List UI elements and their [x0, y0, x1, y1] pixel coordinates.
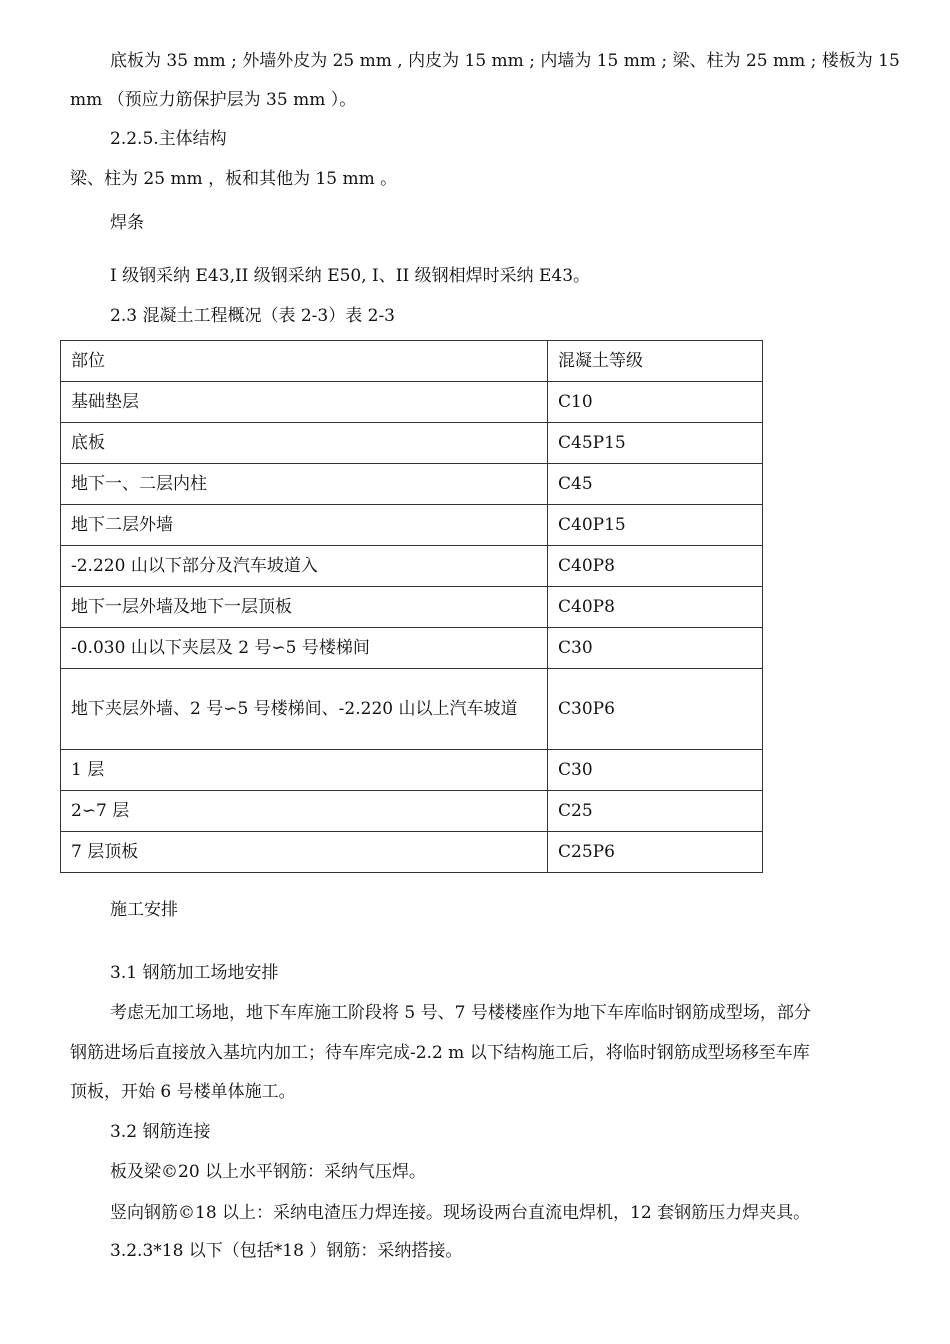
table-header-row [61, 341, 763, 382]
table-cell-grade: C25 [548, 791, 763, 832]
paragraph-main-structure: 梁、柱为 25 mm ，板和其他为 15 mm 。 [70, 169, 398, 189]
table-row [61, 505, 763, 546]
table-cell-location: 底板 [61, 423, 548, 464]
table-row [61, 791, 763, 832]
table-cell-location: 基础垫层 [61, 382, 548, 423]
table-header-cell: 部位 [61, 341, 548, 382]
table-row [61, 832, 763, 873]
paragraph-cover-line1: 底板为 35 mm ; 外墙外皮为 25 mm , 内皮为 15 mm ; 内墙为 15 mm ; 梁、柱为 25 mm ; 楼板为 15 [110, 51, 900, 71]
table-row [61, 546, 763, 587]
table-cell-location: 地下二层外墙 [61, 505, 548, 546]
table-cell-grade: C10 [548, 382, 763, 423]
paragraph-cover-line2: mm （预应力筋保护层为 35 mm ）。 [70, 90, 357, 110]
paragraph-welding: I 级钢采纳 E43,II 级钢采纳 E50, I、II 级钢相焊时采纳 E43。 [110, 266, 591, 286]
table-cell-grade: C45 [548, 464, 763, 505]
table-caption: 2.3 混凝土工程概况（表 2-3）表 2-3 [110, 306, 395, 326]
concrete-grade-table [60, 340, 763, 873]
paragraph-3-1-line1: 考虑无加工场地，地下车库施工阶段将 5 号、7 号楼楼座作为地下车库临时钢筋成型场，部分 [110, 1003, 811, 1023]
table-cell-grade: C30P6 [548, 669, 763, 750]
table-cell-location: 地下夹层外墙、2 号∽5 号楼梯间、-2.220 山以上汽车坡道 [61, 669, 548, 750]
table-header-cell: 混凝土等级 [548, 341, 763, 382]
heading-3-2: 3.2 钢筋连接 [110, 1122, 211, 1142]
table-cell-grade: C40P8 [548, 546, 763, 587]
table-cell-location: 7 层顶板 [61, 832, 548, 873]
table-cell-location: 2∽7 层 [61, 791, 548, 832]
construction-title: 施工安排 [110, 900, 178, 920]
paragraph-3-1-line2: 钢筋进场后直接放入基坑内加工；待车库完成-2.2 m 以下结构施工后，将临时钢筋成型场移至车库 [70, 1043, 810, 1063]
welding-title: 焊条 [110, 213, 144, 233]
heading-3-1: 3.1 钢筋加工场地安排 [110, 963, 279, 983]
heading-2-2-5: 2.2.5.主体结构 [110, 129, 227, 149]
table-cell-location: -2.220 山以下部分及汽车坡道入 [61, 546, 548, 587]
paragraph-3-2-3: 3.2.3*18 以下（包括*18 ）钢筋：采纳搭接。 [110, 1241, 463, 1261]
paragraph-3-2-line2: 竖向钢筋©18 以上：采纳电渣压力焊连接。现场设两台直流电焊机，12 套钢筋压力焊夹具。 [110, 1203, 811, 1223]
table-cell-grade: C40P8 [548, 587, 763, 628]
table-cell-grade: C45P15 [548, 423, 763, 464]
table-row [61, 628, 763, 669]
table-cell-grade: C40P15 [548, 505, 763, 546]
table-row [61, 464, 763, 505]
table-row [61, 669, 763, 750]
paragraph-3-1-line3: 顶板，开始 6 号楼单体施工。 [70, 1082, 296, 1102]
table-cell-location: 地下一、二层内柱 [61, 464, 548, 505]
table-row [61, 587, 763, 628]
table-cell-location: 地下一层外墙及地下一层顶板 [61, 587, 548, 628]
table-cell-grade: C30 [548, 750, 763, 791]
table-cell-grade: C30 [548, 628, 763, 669]
table-cell-location: 1 层 [61, 750, 548, 791]
table-cell-grade: C25P6 [548, 832, 763, 873]
table-cell-location: -0.030 山以下夹层及 2 号∽5 号楼梯间 [61, 628, 548, 669]
paragraph-3-2-line1: 板及梁©20 以上水平钢筋：采纳气压焊。 [110, 1162, 427, 1182]
table-row [61, 423, 763, 464]
table-row [61, 750, 763, 791]
table-row [61, 382, 763, 423]
